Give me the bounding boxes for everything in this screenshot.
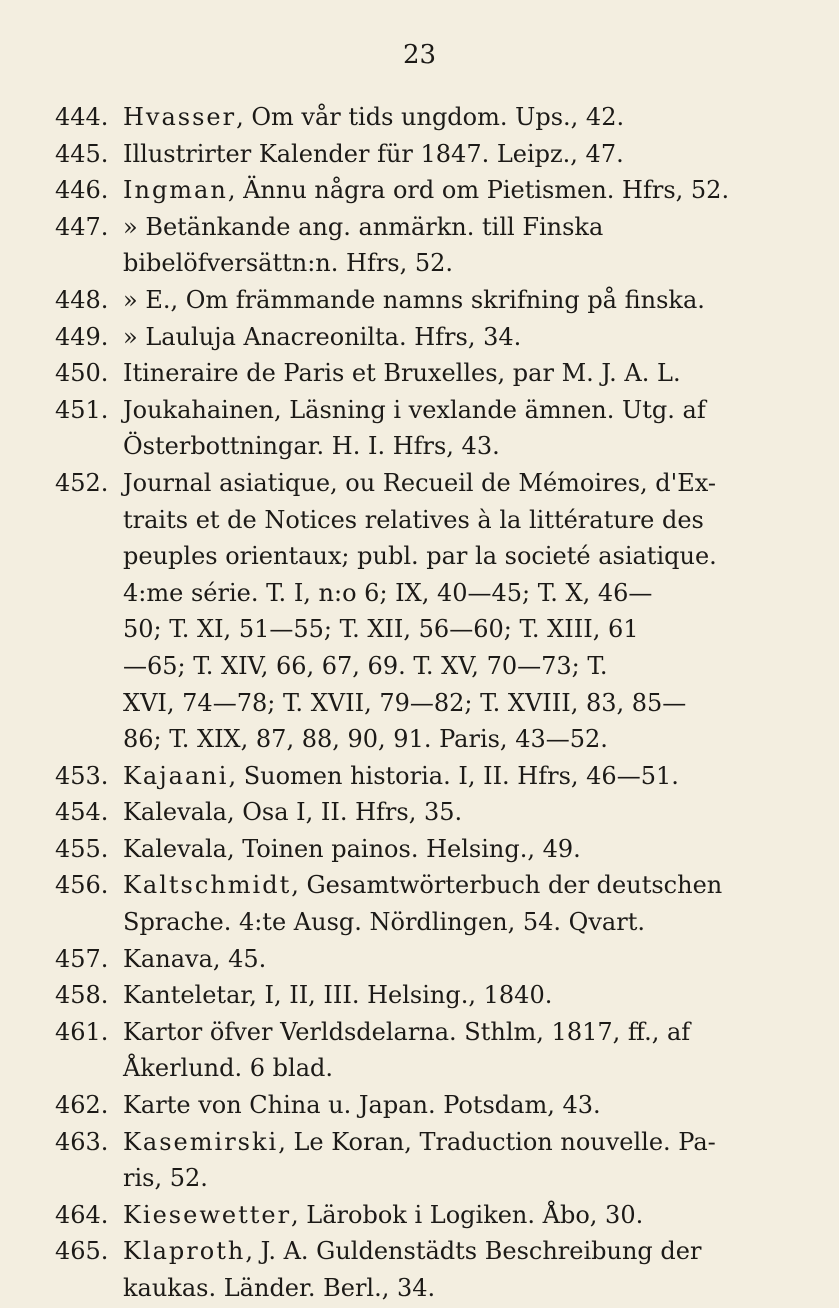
entry-body: Illustrirter Kalender für 1847. Leipz., 47. bbox=[123, 139, 624, 168]
entry-text bbox=[123, 99, 755, 136]
entry-body: Joukahainen, Läsning i vexlande ämnen. Utg. af Österbottningar. H. I. Hfrs, 43. bbox=[123, 395, 706, 461]
entry-body: Kanteletar, I, II, III. Helsing., 1840. bbox=[123, 981, 553, 1010]
entry-number: 444. bbox=[55, 103, 109, 131]
entry-text bbox=[123, 355, 755, 392]
entry-author: Kiesewetter bbox=[123, 1200, 292, 1229]
entry-number: 453. bbox=[55, 761, 109, 790]
catalog-entry bbox=[55, 941, 755, 978]
catalog-entry bbox=[55, 319, 755, 356]
entry-number: 451. bbox=[55, 395, 109, 424]
entry-body: , Om vår tids ungdom. Ups., 42. bbox=[236, 103, 625, 131]
catalog-entry bbox=[55, 282, 755, 319]
entry-number: 461. bbox=[55, 1017, 109, 1046]
entry-number: 446. bbox=[55, 176, 109, 205]
entry-number: 463. bbox=[55, 1127, 109, 1156]
entry-text bbox=[123, 209, 755, 282]
entry-number: 456. bbox=[55, 871, 109, 900]
catalog-entry bbox=[55, 758, 755, 795]
entry-author: Kasemirski bbox=[123, 1127, 279, 1156]
entry-text bbox=[123, 319, 755, 356]
entry-author: Klaproth bbox=[123, 1237, 246, 1266]
entry-text bbox=[123, 1087, 755, 1124]
entry-text bbox=[123, 1197, 755, 1234]
entry-body: Journal asiatique, ou Recueil de Mémoires, d'Ex- traits et de Notices relatives à la littérature des peuples orientaux; publ. par la societé asiatique. 4:me série. T. I, n:o 6; IX, 40—45; T. X, 46— 50; T. XI, 51—55; T. XII, 56—60; T. XIII, 61 —65; T. XIV, 66, 67, 69. T. XV, 70—73; T. XVI, 74—78; T. XVII, 79—82; T. XVIII, 83, 85— 86; T. XIX, 87, 88, 90, 91. Paris, 43—52. bbox=[123, 468, 717, 754]
entry-body: , J. A. Guldenstädts Beschreibung der kaukas. Länder. Berl., 34. bbox=[123, 1237, 702, 1302]
entry-body: , Suomen historia. I, II. Hfrs, 46—51. bbox=[228, 761, 679, 790]
entry-number: 462. bbox=[55, 1091, 109, 1120]
entry-author: Hvasser bbox=[123, 103, 237, 131]
entry-body: , Lärobok i Logiken. Åbo, 30. bbox=[291, 1200, 644, 1229]
entry-number: 445. bbox=[55, 139, 109, 168]
entry-body: Kanava, 45. bbox=[123, 944, 267, 973]
entry-text bbox=[123, 465, 755, 758]
entry-number: 452. bbox=[55, 468, 109, 497]
entry-text bbox=[123, 282, 755, 319]
catalog-entry bbox=[55, 831, 755, 868]
catalog-entries bbox=[55, 99, 755, 1307]
catalog-entry bbox=[55, 99, 755, 136]
entry-body: » Betänkande ang. anmärkn. till Finska bibelöfversättn:n. Hfrs, 52. bbox=[123, 212, 604, 278]
catalog-entry bbox=[55, 794, 755, 831]
catalog-entry bbox=[55, 209, 755, 282]
entry-body: Kalevala, Toinen painos. Helsing., 49. bbox=[123, 834, 581, 863]
catalog-entry bbox=[55, 1087, 755, 1124]
entry-author: Ingman bbox=[123, 176, 228, 205]
entry-text bbox=[123, 136, 755, 173]
entry-number: 464. bbox=[55, 1200, 109, 1229]
entry-body: Kartor öfver Verldsdelarna. Sthlm, 1817, ff., af Åkerlund. 6 blad. bbox=[123, 1017, 691, 1083]
entry-text bbox=[123, 392, 755, 465]
catalog-entry bbox=[55, 355, 755, 392]
entry-text bbox=[123, 867, 755, 940]
entry-text bbox=[123, 1014, 755, 1087]
catalog-entry bbox=[55, 867, 755, 940]
entry-author: Kajaani bbox=[123, 761, 229, 790]
entry-text bbox=[123, 758, 755, 795]
catalog-entry bbox=[55, 1233, 755, 1306]
entry-body: Kalevala, Osa I, II. Hfrs, 35. bbox=[123, 798, 463, 827]
catalog-entry bbox=[55, 465, 755, 758]
catalog-entry bbox=[55, 392, 755, 465]
entry-body: , Gesamtwörterbuch der deutschen Sprache. 4:te Ausg. Nördlingen, 54. Qvart. bbox=[123, 871, 723, 937]
entry-body: Karte von China u. Japan. Potsdam, 43. bbox=[123, 1091, 601, 1120]
catalog-entry bbox=[55, 136, 755, 173]
entry-body: » Lauluja Anacreonilta. Hfrs, 34. bbox=[123, 322, 522, 351]
catalog-entry bbox=[55, 1124, 755, 1197]
entry-text bbox=[123, 794, 755, 831]
entry-number: 455. bbox=[55, 834, 109, 863]
entry-text bbox=[123, 941, 755, 978]
entry-number: 449. bbox=[55, 322, 109, 351]
catalog-entry bbox=[55, 1014, 755, 1087]
entry-number: 448. bbox=[55, 285, 109, 314]
entry-number: 457. bbox=[55, 944, 109, 973]
entry-body: , Ännu några ord om Pietismen. Hfrs, 52. bbox=[227, 176, 730, 205]
entry-body: Itineraire de Paris et Bruxelles, par M. J. A. L. bbox=[123, 359, 681, 388]
entry-number: 458. bbox=[55, 981, 109, 1010]
entry-body: , Le Koran, Traduction nouvelle. Pa- ris, 52. bbox=[123, 1127, 716, 1193]
entry-text bbox=[123, 831, 755, 868]
entry-number: 465. bbox=[55, 1237, 109, 1266]
entry-number: 454. bbox=[55, 798, 109, 827]
page-number: 23 bbox=[402, 40, 437, 70]
catalog-entry bbox=[55, 977, 755, 1014]
entry-text bbox=[123, 1233, 755, 1306]
catalog-entry bbox=[55, 1197, 755, 1234]
entry-body: » E., Om främmande namns skrifning på finska. bbox=[123, 285, 705, 314]
entry-number: 450. bbox=[55, 359, 109, 388]
entry-text bbox=[123, 1124, 755, 1197]
entry-text bbox=[123, 172, 755, 209]
entry-number: 447. bbox=[55, 212, 109, 241]
catalog-entry bbox=[55, 172, 755, 209]
entry-text bbox=[123, 977, 755, 1014]
entry-author: Kaltschmidt bbox=[123, 871, 292, 900]
